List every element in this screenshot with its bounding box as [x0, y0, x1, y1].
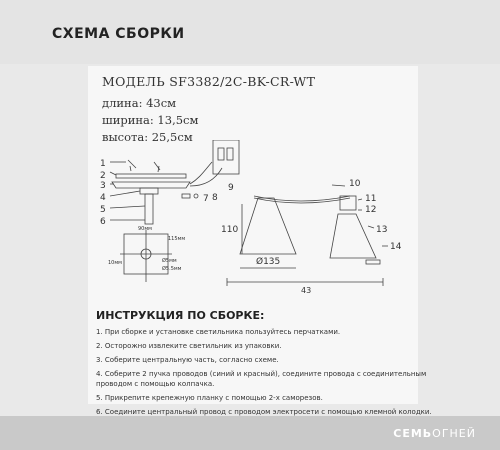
terminal-block: [213, 140, 239, 174]
instructions-title: ИНСТРУКЦИЯ ПО СБОРКЕ:: [96, 309, 265, 322]
part-number: 2: [100, 171, 106, 181]
brand-bold: СЕМЬ: [393, 427, 433, 440]
instruction-step: 1. При сборке и установке светильника пользуйтесь перчатками.: [96, 328, 341, 336]
assembly-diagram: [88, 140, 418, 300]
hole-spacing-label: 10мм: [108, 260, 122, 266]
part-number: 12: [365, 205, 377, 215]
header-band: [0, 0, 500, 64]
footer-band: [0, 416, 500, 450]
glass-cap: [366, 260, 380, 264]
part-number: 13: [376, 225, 388, 235]
screws-icon: [128, 160, 160, 172]
hole-diameter-label-2: Ø5.5мм: [162, 266, 182, 272]
canopy: [112, 182, 190, 188]
instruction-step: 2. Осторожно извлеките светильник из упаковки.: [96, 342, 282, 350]
spec-height: высота: 25,5см: [102, 130, 193, 144]
hole-diameter-label: Ø5мм: [162, 258, 177, 264]
instruction-step: 5. Прикрепите крепежную планку с помощью 2-х саморезов.: [96, 394, 323, 402]
part-number: 8: [212, 193, 218, 203]
shade-diameter-label: Ø135: [256, 257, 281, 267]
spec-width: ширина: 13,5см: [102, 113, 199, 127]
right-shade: [330, 214, 376, 258]
mounting-plate: [116, 174, 186, 178]
canopy-nut: [140, 188, 158, 194]
brand-regular: ОГНЕЙ: [432, 427, 476, 440]
brand-logo: [393, 427, 476, 440]
part-number: 7: [203, 194, 209, 204]
model-name: МОДЕЛЬ SF3382/2C-BK-CR-WT: [102, 74, 316, 89]
plate-width-label: 90мм: [138, 226, 152, 232]
central-rod: [145, 194, 153, 224]
plate-length-label: 115мм: [168, 236, 186, 242]
page-title: СХЕМА СБОРКИ: [52, 26, 185, 42]
part-number: 5: [100, 205, 106, 215]
shade-height-label: 110: [221, 225, 239, 235]
part-number: 10: [349, 179, 361, 189]
part-number: 6: [100, 217, 106, 227]
instruction-step: 3. Соберите центральную часть, согласно схеме.: [96, 356, 279, 364]
instruction-step: 4. Соберите 2 пучка проводов (синий и красный), соедините провода с соединительным: [96, 370, 427, 378]
instruction-step-continued: проводом с помощью колпачка.: [96, 380, 215, 388]
part-number: 4: [100, 193, 106, 203]
part-number: 3: [100, 181, 106, 191]
wire-bundle: [190, 162, 212, 184]
part-number: 9: [228, 183, 234, 193]
part-number: 1: [100, 159, 106, 169]
part-number: 11: [365, 194, 377, 204]
spec-length: длина: 43см: [102, 96, 177, 110]
part-number: 14: [390, 242, 402, 252]
instruction-step: 6. Соедините центральный провод с проводом электросети с помощью клемной колодки.: [96, 408, 432, 416]
overall-length-label: 43: [301, 286, 312, 295]
left-shade: [240, 198, 296, 254]
